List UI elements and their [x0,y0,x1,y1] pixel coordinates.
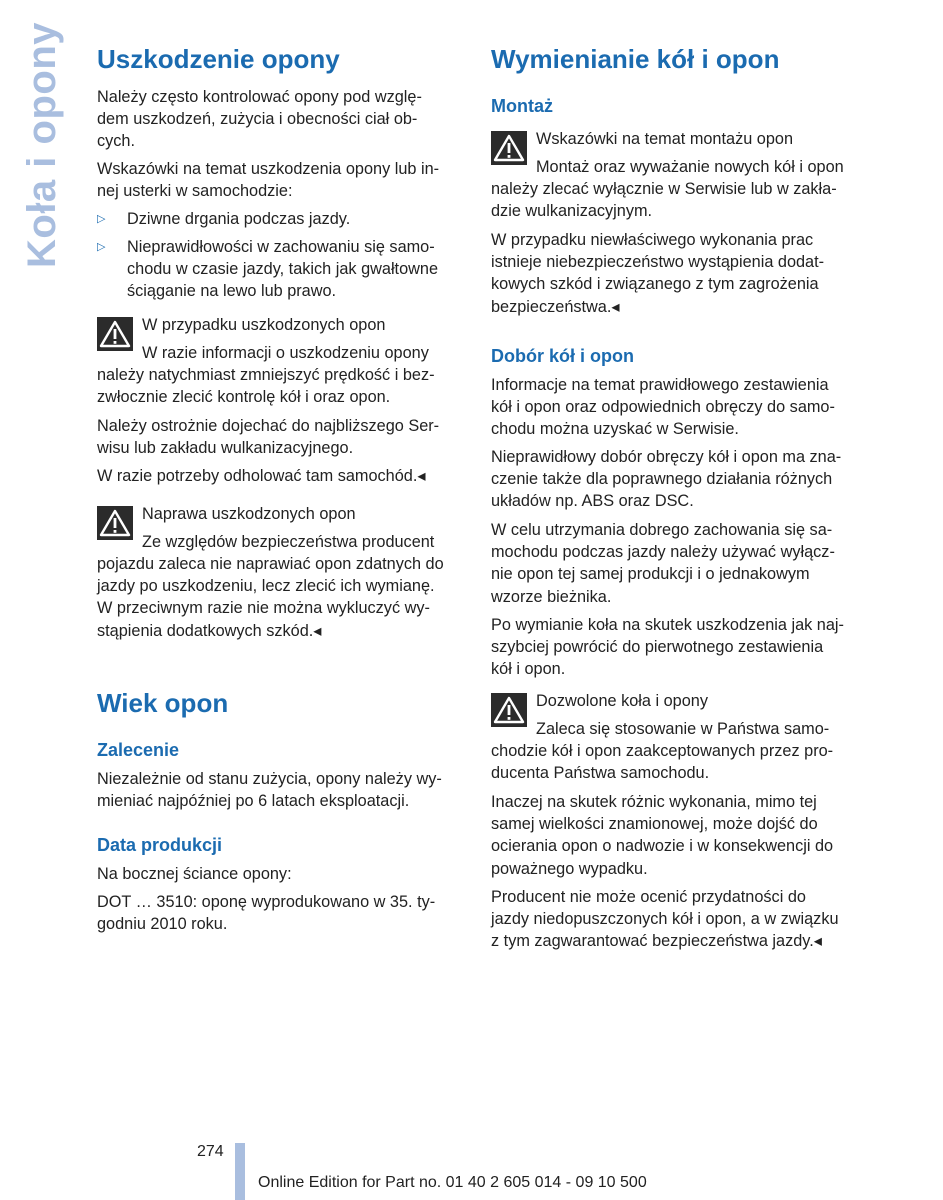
warning-block [491,128,863,221]
warning-triangle-icon [491,693,527,727]
subheading-mounting: Montaż [491,96,553,116]
paragraph: Należy często kontrolować opony pod wzglę- dem uszkodzeń, zużycia i obecności ciał ob- cych. [97,88,422,151]
bullet-triangle-icon: ▷ [97,241,106,253]
warning-block [97,503,469,643]
heading-changing-wheels: Wymienianie kół i opon [491,44,780,74]
warning-text: chodzie kół i opon zaakceptowanych przez pro- ducenta Państwa samochodu. [491,742,834,783]
warning-text: Ze względów bezpieczeństwa producent [142,533,435,551]
heading-tire-age: Wiek opon [97,688,229,718]
footer-edition: Online Edition for Part no. 01 40 2 605 014 - 09 10 500 [258,1174,647,1191]
warning-title: Naprawa uszkodzonych opon [142,505,356,523]
paragraph: Niezależnie od stanu zużycia, opony należy wy- mieniać najpóźniej po 6 latach eksploatacji. [97,770,442,811]
paragraph: Wskazówki na temat uszkodzenia opony lub in- nej usterki w samochodzie: [97,160,440,201]
subheading-production-date: Data produkcji [97,835,223,855]
side-tab [14,22,74,274]
paragraph: Nieprawidłowy dobór obręczy kół i opon ma zna- czenie także dla poprawnego działania różnych układów np. ABS oraz DSC. [491,448,842,511]
paragraph: W razie potrzeby odholować tam samochód.◂ [97,467,426,485]
bullet-triangle-icon: ▷ [97,213,106,225]
warning-triangle-icon [97,317,133,351]
warning-block [97,314,469,407]
warning-triangle-icon [491,131,527,165]
paragraph: Po wymianie koła na skutek uszkodzenia jak naj- szybciej powrócić do pierwotnego zestawienia kół i opon. [491,616,844,679]
warning-text: pojazdu zaleca nie naprawiać opon zdatnych do jazdy po uszkodzeniu, lecz zlecić ich wymianę. W przeciwnym razie nie można wykluczyć wy- stąpienia dodatkowych szkód.◂ [97,555,444,640]
side-tab-label: Koła i opony [20,22,64,268]
page-number: 274 [197,1143,224,1160]
paragraph: Informacje na temat prawidłowego zestawienia kół i opon oraz odpowiednich obręczy do samo- chodu można uzyskać w Serwisie. [491,376,835,439]
warning-text: W razie informacji o uszkodzeniu opony [142,344,429,362]
warning-text: Montaż oraz wyważanie nowych kół i opon [536,158,844,176]
warning-title: W przypadku uszkodzonych opon [142,316,386,334]
paragraph: Producent nie może ocenić przydatności do jazdy niedopuszczonych kół i opon, a w związku z tym zagwarantować bezpieczeństwa jazdy.◂ [491,888,839,951]
warning-text: należy zlecać wyłącznie w Serwisie lub w zakła- dzie wulkanizacyjnym. [491,180,837,221]
warning-title: Dozwolone koła i opony [536,692,708,710]
paragraph: W celu utrzymania dobrego zachowania się sa- mochodu podczas jazdy należy używać wyłącz- nie opon tej samej produkcji i o jednakowym wzorze bieżnika. [491,521,835,606]
list-item-text: Dziwne drgania podczas jazdy. [127,210,351,228]
subheading-recommendation: Zalecenie [97,740,180,760]
subheading-wheel-selection: Dobór kół i opon [491,346,634,366]
warning-triangle-icon [97,506,133,540]
warning-text: należy natychmiast zmniejszyć prędkość i bez- zwłocznie zlecić kontrolę kół i oraz opon. [97,366,435,407]
footer-bar [235,1143,245,1200]
warning-text: Zaleca się stosowanie w Państwa samo- [536,720,830,738]
heading-tire-damage: Uszkodzenie opony [97,44,340,74]
paragraph: W przypadku niewłaściwego wykonania prac istnieje niebezpieczeństwo wystąpienia dodat- kowych szkód i związanego z tym zagrożenia bezpieczeństwa.◂ [491,231,825,316]
paragraph: Na bocznej ściance opony: [97,865,292,883]
paragraph: Inaczej na skutek różnic wykonania, mimo tej samej wielkości znamionowej, może dojść do ocierania opon o nadwozie i w konsekwencji do poważnego wypadku. [491,793,834,878]
list-item-text: Nieprawidłowości w zachowaniu się samo- chodu w czasie jazdy, takich jak gwałtowne ściąganie na lewo lub prawo. [127,238,439,301]
paragraph: DOT … 3510: oponę wyprodukowano w 35. ty- godniu 2010 roku. [97,893,436,934]
warning-title: Wskazówki na temat montażu opon [536,130,794,148]
warning-block [491,690,863,783]
paragraph: Należy ostrożnie dojechać do najbliższego Ser- wisu lub zakładu wulkanizacyjnego. [97,417,440,458]
